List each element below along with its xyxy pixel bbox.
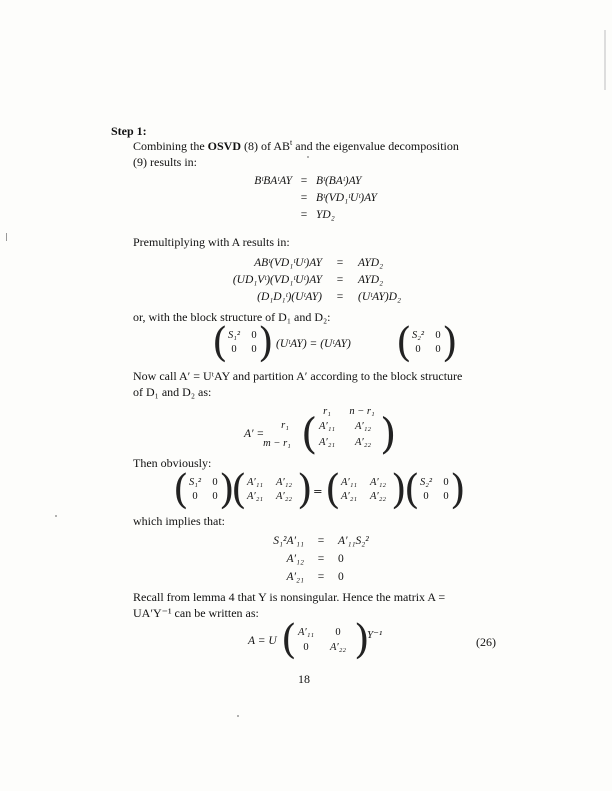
step-heading: Step 1: <box>111 124 147 138</box>
eq2-lhs: (UD₁Vᵗ)(VD₁ᵗUᵗ)AY <box>232 274 322 286</box>
nowcall-line-2: of D₁ and D₂ as: <box>133 385 212 399</box>
eq1-lhs: BᵗBAᵗAY <box>254 175 292 187</box>
eq5-op: = <box>317 553 325 565</box>
block-structure-text: or, with the block structure of D₁ and D₂: <box>133 310 331 324</box>
scan-speck <box>6 233 7 241</box>
intro-sup: t <box>290 138 293 147</box>
matrix-cell: 0 <box>231 344 237 355</box>
matrix-cell: A′₂₁ <box>318 437 335 448</box>
eq3-middle: (UᵗAY) = (UᵗAY) <box>276 338 351 350</box>
matrix-cell: A′₁₂ <box>369 477 386 488</box>
col-label: r₁ <box>323 406 331 417</box>
eq1-row <box>200 175 361 187</box>
recall-line-1: Recall from lemma 4 that Y is nonsingular. Hence the matrix A = <box>133 590 446 604</box>
then-text: Then obviously: <box>133 456 212 470</box>
intro-line-2: (9) results in: <box>133 155 197 169</box>
matrix-cell: 0 <box>192 491 198 502</box>
page-number: 18 <box>298 672 310 686</box>
eq5-lhs: A′₁₂ <box>286 553 304 565</box>
left-paren: ( <box>301 409 318 458</box>
eq5-row <box>240 535 369 547</box>
matrix-cell: A′₂₁ <box>340 491 357 502</box>
matrix-cell: A′₁₁ <box>318 421 335 432</box>
eq2-lhs: ABᵗ(VD₁ᵗUᵗ)AY <box>254 257 322 269</box>
right-paren: ) <box>258 320 274 366</box>
matrix-cell: 0 <box>435 344 441 355</box>
eq5-rhs: 0 <box>338 571 344 583</box>
eq2-row <box>200 291 401 303</box>
left-paren: ( <box>212 320 228 366</box>
implies-text: which implies that: <box>133 514 225 528</box>
eq5-lhs: S₁²A′₁₁ <box>273 535 304 547</box>
eq2-rhs: AYD₂ <box>358 274 384 286</box>
matrix-cell: S₁² <box>227 330 241 341</box>
eq1-rhs: Bᵗ(BAᵗ)AY <box>316 175 362 187</box>
col-label: n − r₁ <box>349 406 375 417</box>
eq5-op: = <box>317 571 325 583</box>
matrix-cell: 0 <box>251 344 257 355</box>
left-paren: ( <box>396 320 412 366</box>
right-paren: ) <box>219 467 235 513</box>
equation-number: (26) <box>476 635 496 649</box>
eq5-rhs: A′₁₁S₂² <box>338 535 369 547</box>
eq1-rhs: Bᵗ(VD₁ᵗUᵗ)AY <box>316 192 377 204</box>
osvd-term: OSVD <box>207 139 242 153</box>
eq2-op: = <box>336 274 344 286</box>
matrix-cell: A′₁₁ <box>297 627 314 638</box>
matrix-cell: 0 <box>423 491 429 502</box>
eq1-rhs: YD₂ <box>316 209 335 221</box>
left-paren: ( <box>404 467 420 513</box>
matrix-cell: S₂² <box>419 477 433 488</box>
matrix-cell: S₁² <box>188 477 202 488</box>
eq2-op: = <box>336 291 344 303</box>
recall-line-2: UA′Y⁻¹ can be written as: <box>133 606 259 620</box>
matrix-cell: A′₂₂ <box>275 491 292 502</box>
eq2-op: = <box>336 257 344 269</box>
intro-post: (8) of AB <box>241 139 291 153</box>
matrix-cell: A′₁₂ <box>275 477 292 488</box>
eq1-op: = <box>300 192 308 204</box>
left-paren: ( <box>281 617 297 663</box>
right-paren: ) <box>450 467 466 513</box>
right-paren: ) <box>354 617 370 663</box>
row-label: r₁ <box>281 420 289 431</box>
eq5-row <box>240 571 344 583</box>
matrix-cell: 0 <box>415 344 421 355</box>
scan-speck <box>604 30 606 90</box>
matrix-cell: S₂² <box>411 330 425 341</box>
matrix-cell: 0 <box>335 627 341 638</box>
eq1-op: = <box>300 175 308 187</box>
matrix-cell: A′₂₂ <box>354 437 371 448</box>
matrix-cell: 0 <box>435 330 441 341</box>
eq1-row <box>200 209 335 221</box>
scan-speck <box>55 515 57 517</box>
matrix-cell: 0 <box>443 491 449 502</box>
left-paren: ( <box>231 467 247 513</box>
eq2-rhs: (UᵗAY)D₂ <box>358 291 401 303</box>
partition-lhs: A′ = <box>244 428 265 440</box>
matrix-cell: A′₁₁ <box>340 477 357 488</box>
left-paren: ( <box>325 467 341 513</box>
right-paren: ) <box>380 409 397 458</box>
eq5-rhs: 0 <box>338 553 344 565</box>
eq1-row <box>200 192 377 204</box>
matrix-cell: 0 <box>212 477 218 488</box>
right-paren: ) <box>297 467 313 513</box>
matrix-cell: 0 <box>303 642 309 653</box>
premultiply-text: Premultiplying with A results in: <box>133 235 290 249</box>
matrix-cell: A′₁₁ <box>246 477 263 488</box>
matrix-cell: A′₂₂ <box>369 491 386 502</box>
intro-end: and the eigenvalue decomposition <box>292 139 459 153</box>
scan-speck <box>307 156 309 158</box>
matrix-cell: 0 <box>443 477 449 488</box>
eq5-op: = <box>317 535 325 547</box>
left-paren: ( <box>173 467 189 513</box>
eq4-equals: = <box>313 484 323 498</box>
eq2-row <box>200 257 383 269</box>
scan-speck <box>237 715 239 717</box>
intro-pre: Combining the <box>133 139 208 153</box>
eq5-row <box>240 553 344 565</box>
eq5-lhs: A′₂₁ <box>286 571 304 583</box>
eq6-rhs: Y⁻¹ <box>367 629 383 641</box>
right-paren: ) <box>442 320 458 366</box>
matrix-cell: A′₁₂ <box>354 421 371 432</box>
eq2-lhs: (D₁D₁ᵗ)(UᵗAY) <box>257 291 322 303</box>
eq1-op: = <box>300 209 308 221</box>
row-label: m − r₁ <box>263 438 291 449</box>
matrix-cell: 0 <box>251 330 257 341</box>
nowcall-line-1: Now call A′ = UᵗAY and partition A′ according to the block structure <box>133 369 463 383</box>
matrix-cell: 0 <box>212 491 218 502</box>
matrix-cell: A′₂₁ <box>246 491 263 502</box>
right-paren: ) <box>391 467 407 513</box>
matrix-cell: A′₂₂ <box>329 642 346 653</box>
eq6-lhs: A = U <box>248 635 277 647</box>
eq2-rhs: AYD₂ <box>358 257 384 269</box>
intro-line-1 <box>133 138 459 154</box>
eq2-row <box>200 274 383 286</box>
